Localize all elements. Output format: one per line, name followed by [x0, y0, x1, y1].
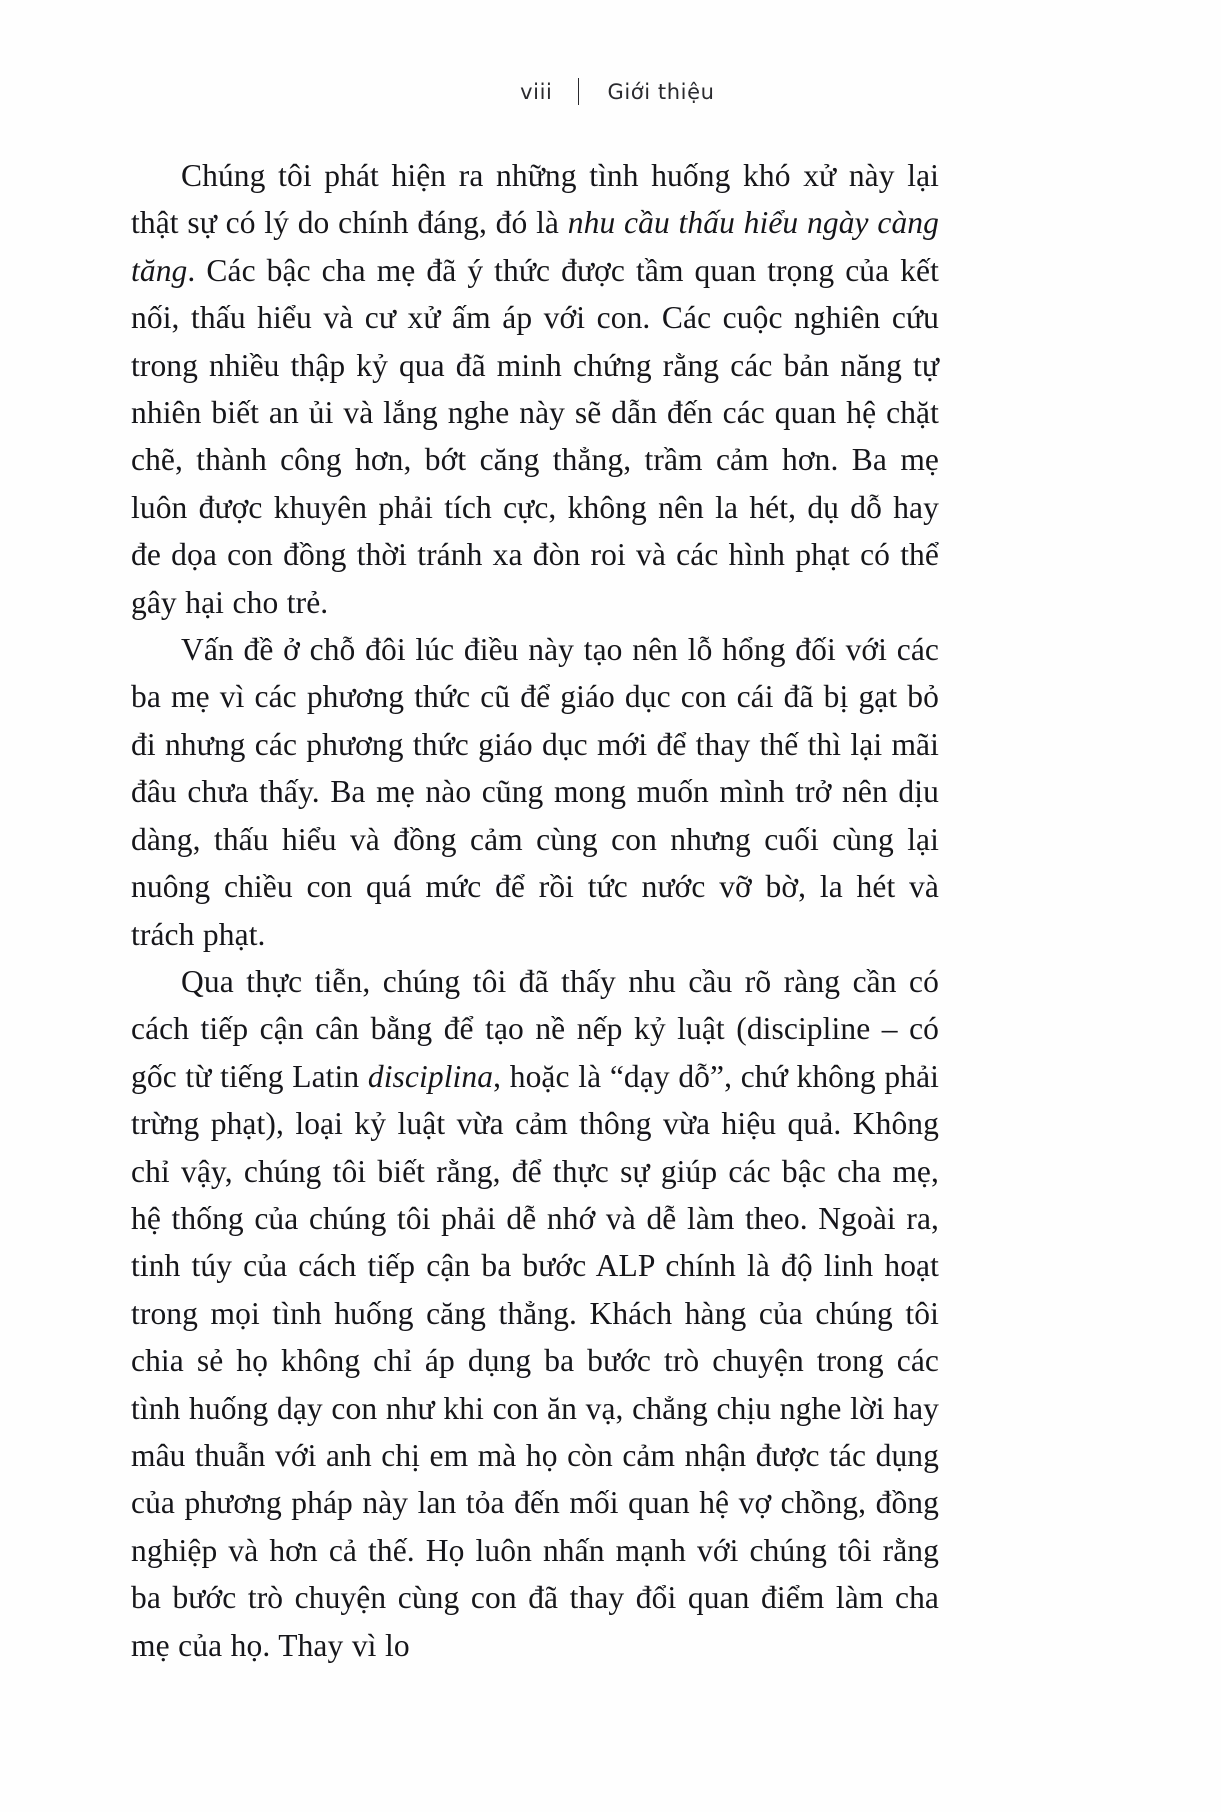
body-text: Qua thực tiễn, chúng tôi đã thấy nhu cầu rõ ràng cần có cách tiếp cận cân bằng để tạo nề nếp kỷ luật (discipline – có gốc từ tiếng Latin [131, 963, 939, 1094]
paragraph-3 [131, 958, 939, 1669]
emphasis-text: nhu cầu thấu hiểu ngày càng tăng [131, 205, 939, 288]
paragraph-2 [131, 626, 939, 958]
running-head [0, 78, 1221, 105]
body-text-block [131, 152, 939, 1669]
paragraph-1 [131, 152, 939, 626]
body-text: . Các bậc cha mẹ đã ý thức được tầm quan trọng của kết nối, thấu hiểu và cư xử ấm áp với con. Các cuộc nghiên cứu trong nhiều thập kỷ qua đã minh chứng rằng các bản năng tự nhiên biết an ủi và lắng nghe này sẽ dẫn đến các quan hệ chặt chẽ, thành công hơn, bớt căng thẳng, trầm cảm hơn. Ba mẹ luôn được khuyên phải tích cực, không nên la hét, dụ dỗ hay đe dọa con đồng thời tránh xa đòn roi và các hình phạt có thể gây hại cho trẻ. [131, 252, 939, 620]
page-folio: viii [520, 79, 553, 104]
body-text: , hoặc là “dạy dỗ”, chứ không phải trừng phạt), loại kỷ luật vừa cảm thông vừa hiệu quả. Không chỉ vậy, chúng tôi biết rằng, để thực sự giúp các bậc cha mẹ, hệ thống của chúng tôi phải dễ nhớ và dễ làm theo. Ngoài ra, tinh túy của cách tiếp cận ba bước ALP chính là độ linh hoạt trong mọi tình huống căng thẳng. Khách hàng của chúng tôi chia sẻ họ không chỉ áp dụng ba bước trò chuyện trong các tình huống dạy con như khi con ăn vạ, chẳng chịu nghe lời hay mâu thuẫn với anh chị em mà họ còn cảm nhận được tác dụng của phương pháp này lan tỏa đến mối quan hệ vợ chồng, đồng nghiệp và hơn cả thế. Họ luôn nhấn mạnh với chúng tôi rằng ba bước trò chuyện cùng con đã thay đổi quan điểm làm cha mẹ của họ. Thay vì lo [131, 1058, 940, 1663]
emphasis-text: disciplina [367, 1058, 494, 1094]
body-text: Vấn đề ở chỗ đôi lúc điều này tạo nên lỗ hổng đối với các ba mẹ vì các phương thức cũ để giáo dục con cái đã bị gạt bỏ đi nhưng các phương thức giáo dục mới để thay thế thì lại mãi đâu chưa thấy. Ba mẹ nào cũng mong muốn mình trở nên dịu dàng, thấu hiểu và đồng cảm cùng con nhưng cuối cùng lại nuông chiều con quá mức để rồi tức nước vỡ bờ, la hét và trách phạt. [131, 632, 939, 952]
body-text: Chúng tôi phát hiện ra những tình huống khó xử này lại thật sự có lý do chính đáng, đó là [131, 158, 939, 241]
chapter-title: Giới thiệu [607, 79, 715, 104]
